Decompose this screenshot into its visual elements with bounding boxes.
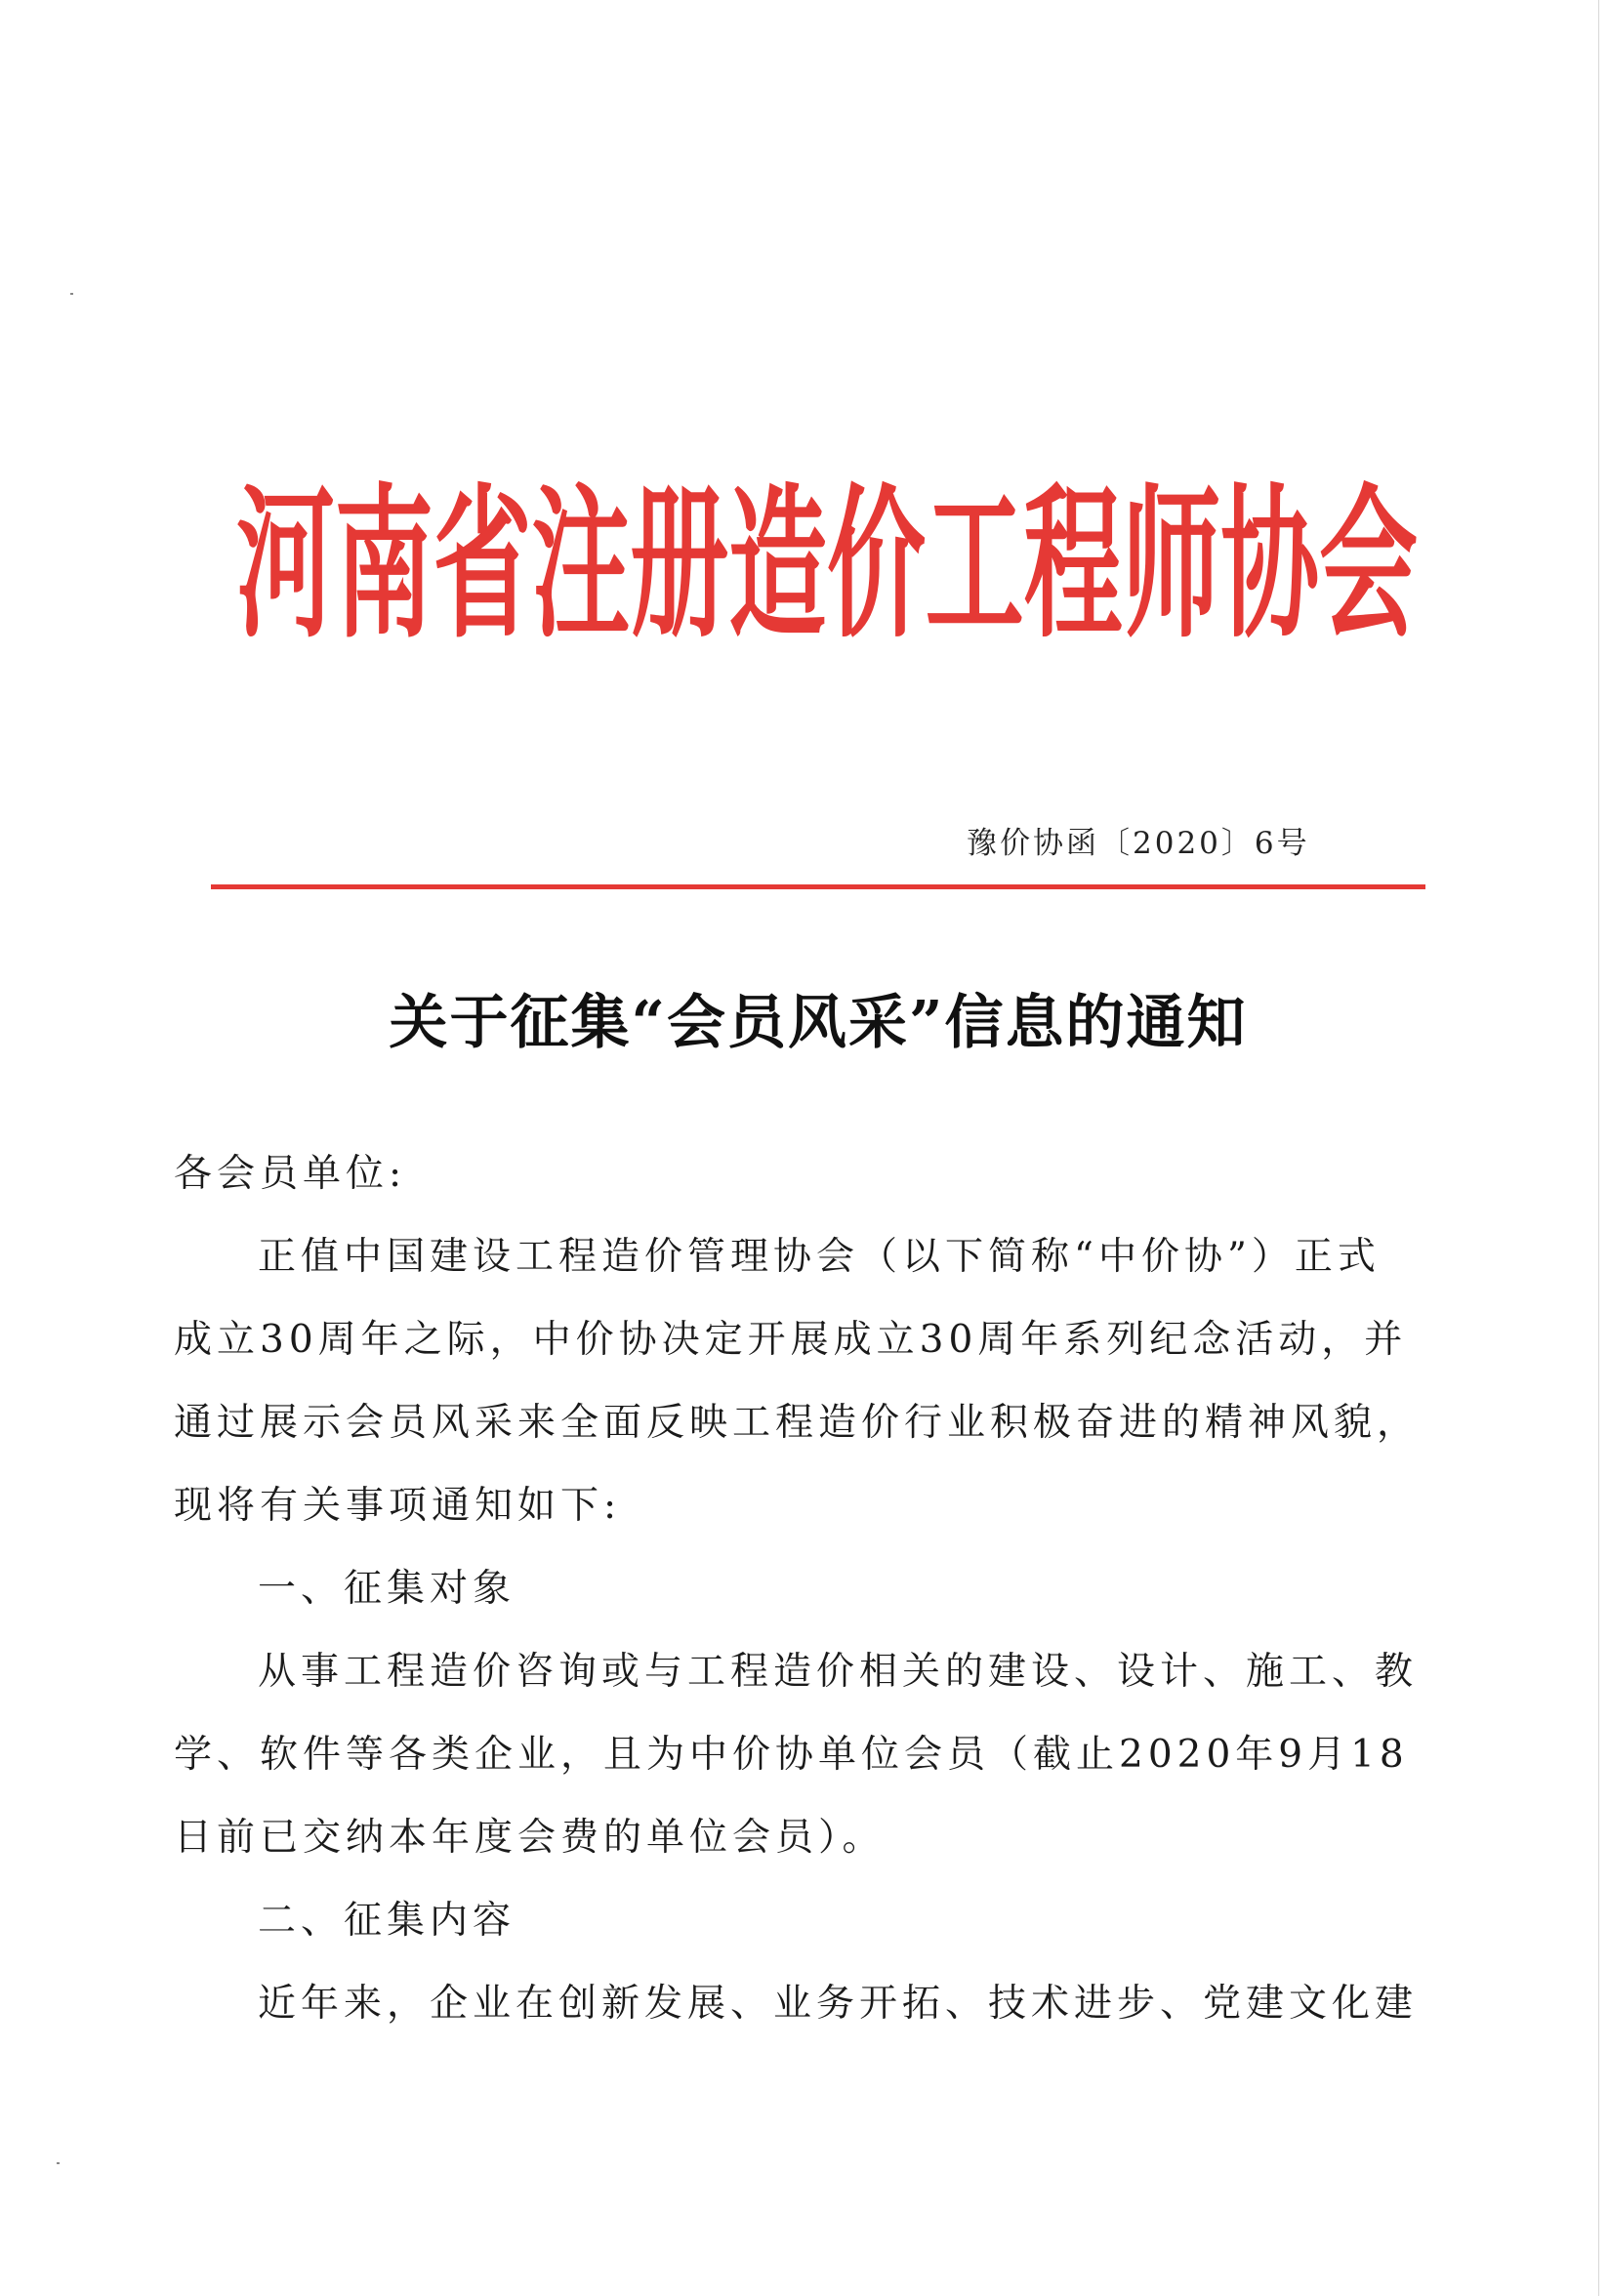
letterhead-org-name	[227, 444, 1427, 669]
paragraph-line: 现将有关事项通知如下:	[174, 1484, 622, 1528]
letterhead-red-rule	[211, 884, 1425, 889]
scan-speck	[57, 2162, 60, 2164]
scan-edge	[1598, 0, 1599, 2296]
paragraph-line: 正值中国建设工程造价管理协会（以下简称“中价协”）正式	[258, 1235, 1381, 1279]
document-number: 豫价协函〔2020〕6号	[967, 826, 1310, 861]
paragraph-line: 日前已交纳本年度会费的单位会员）。	[174, 1816, 886, 1860]
section-heading: 一、征集对象	[258, 1567, 516, 1611]
paragraph-line: 近年来，企业在创新发展、业务开拓、技术进步、党建文化建	[258, 1982, 1419, 2026]
salutation: 各会员单位:	[174, 1152, 407, 1196]
paragraph-line: 成立30周年之际，中价协决定开展成立30周年系列纪念活动，并	[174, 1318, 1408, 1362]
paragraph-line: 学、软件等各类企业，且为中价协单位会员（截止2020年9月18	[174, 1733, 1409, 1777]
document-body	[174, 1132, 1423, 2045]
paragraph-line: 通过展示会员风采来全面反映工程造价行业积极奋进的精神风貌，	[174, 1401, 1421, 1445]
document-title: 关于征集“会员风采”信息的通知	[389, 989, 1248, 1057]
letterhead-org-name-text: 河南省注册造价工程师协会	[235, 469, 1418, 661]
section-heading: 二、征集内容	[258, 1899, 516, 1943]
paragraph-line: 从事工程造价咨询或与工程造价相关的建设、设计、施工、教	[258, 1650, 1419, 1694]
scan-speck	[70, 293, 73, 295]
